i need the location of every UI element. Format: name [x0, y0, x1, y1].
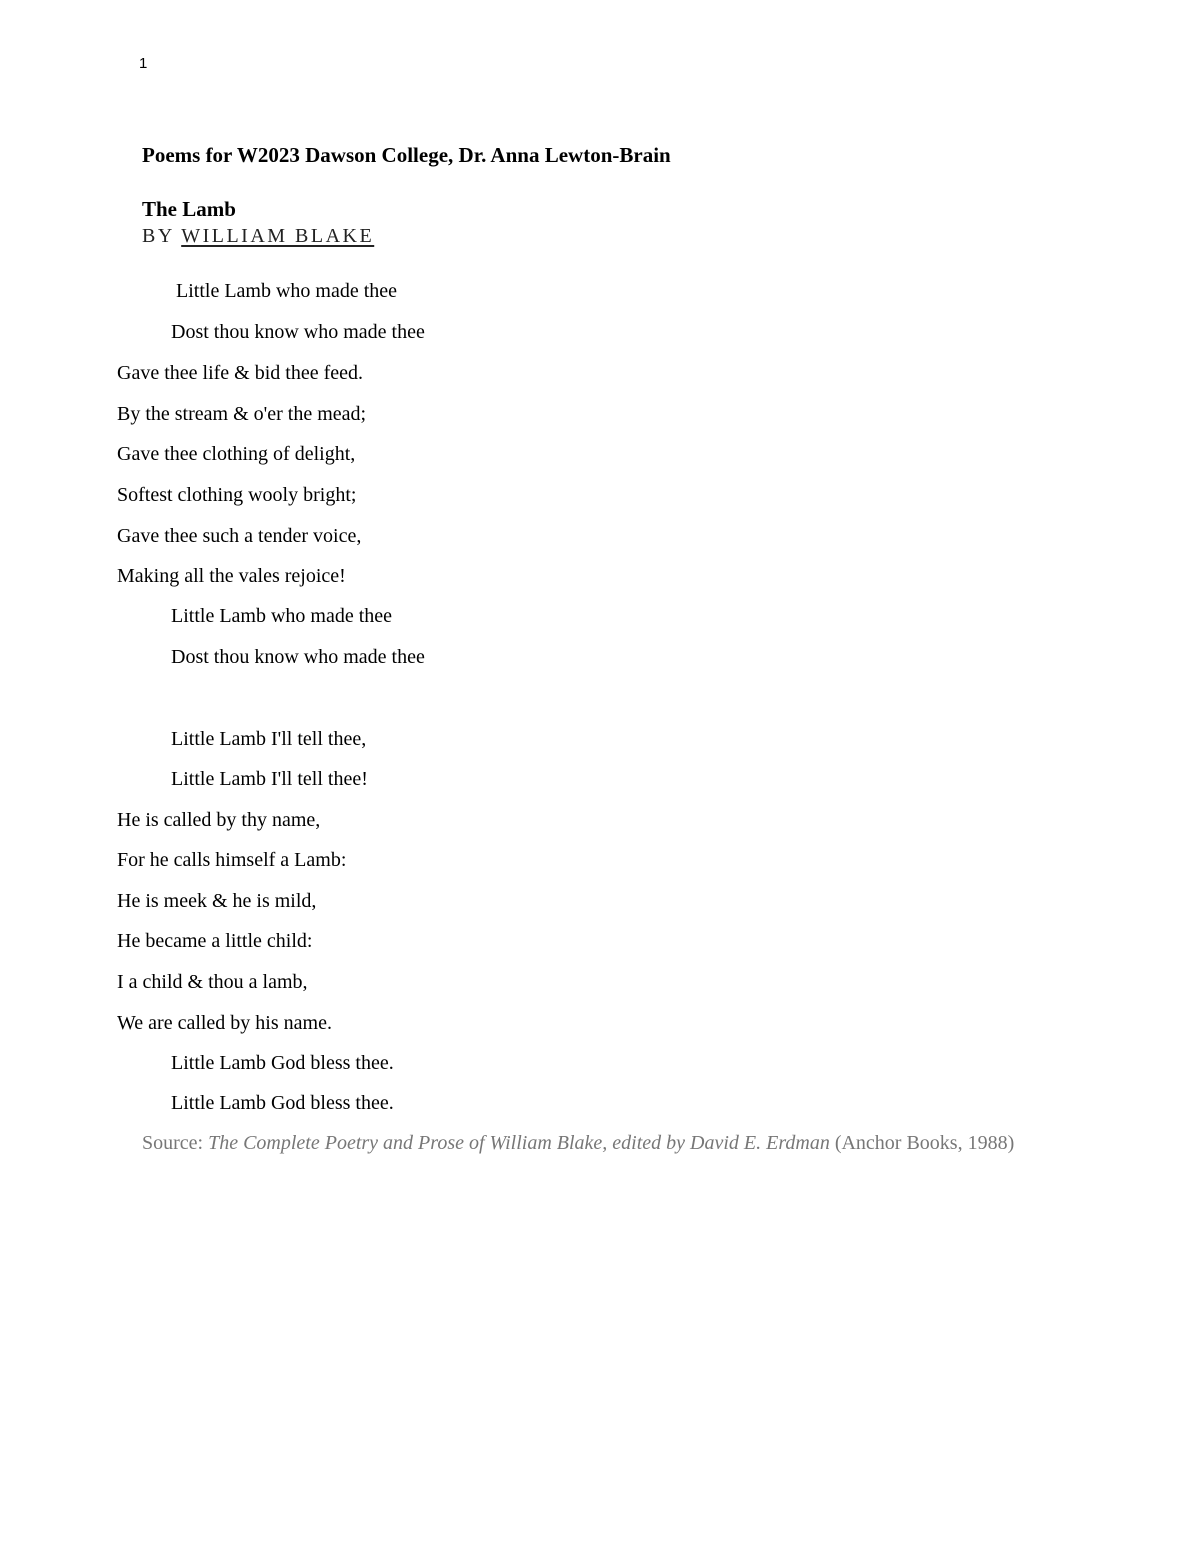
byline-prefix: BY — [142, 225, 182, 247]
poem-line: Softest clothing wooly bright; — [117, 484, 357, 506]
source-citation — [142, 1130, 1062, 1157]
author-link[interactable]: WILLIAM BLAKE — [181, 225, 375, 247]
source-label: Source: — [142, 1132, 209, 1154]
poem-title: The Lamb — [142, 197, 236, 221]
poem-line: He is meek & he is mild, — [117, 890, 317, 912]
poem-byline — [142, 225, 374, 248]
poem-line: Little Lamb who made thee — [171, 605, 393, 627]
poem-line: He became a little child: — [117, 930, 313, 952]
poem-line: Little Lamb I'll tell thee, — [171, 728, 367, 750]
poem-line: Dost thou know who made thee — [171, 321, 425, 343]
poem-line: Little Lamb I'll tell thee! — [171, 768, 368, 790]
poem-line: He is called by thy name, — [117, 809, 321, 831]
poem-line: I a child & thou a lamb, — [117, 971, 308, 993]
poem-line: Making all the vales rejoice! — [117, 565, 346, 587]
poem-line: For he calls himself a Lamb: — [117, 849, 347, 871]
poem-line: Gave thee such a tender voice, — [117, 525, 362, 547]
poem-line: Gave thee life & bid thee feed. — [117, 362, 363, 384]
poem-line: Little Lamb God bless thee. — [171, 1092, 394, 1114]
poem-line: By the stream & o'er the mead; — [117, 403, 367, 425]
poem-line: Dost thou know who made thee — [171, 646, 425, 668]
source-publication: (Anchor Books, 1988) — [829, 1132, 1015, 1154]
poem-line: Little Lamb who made thee — [176, 280, 398, 302]
poem-line: We are called by his name. — [117, 1012, 332, 1034]
poem-line: Gave thee clothing of delight, — [117, 443, 356, 465]
document-header: Poems for W2023 Dawson College, Dr. Anna Lewton-Brain — [142, 143, 671, 167]
source-book-title: The Complete Poetry and Prose of William Blake, edited by David E. Erdman — [208, 1132, 830, 1154]
page-number: 1 — [139, 55, 148, 72]
poem-line: Little Lamb God bless thee. — [171, 1052, 394, 1074]
